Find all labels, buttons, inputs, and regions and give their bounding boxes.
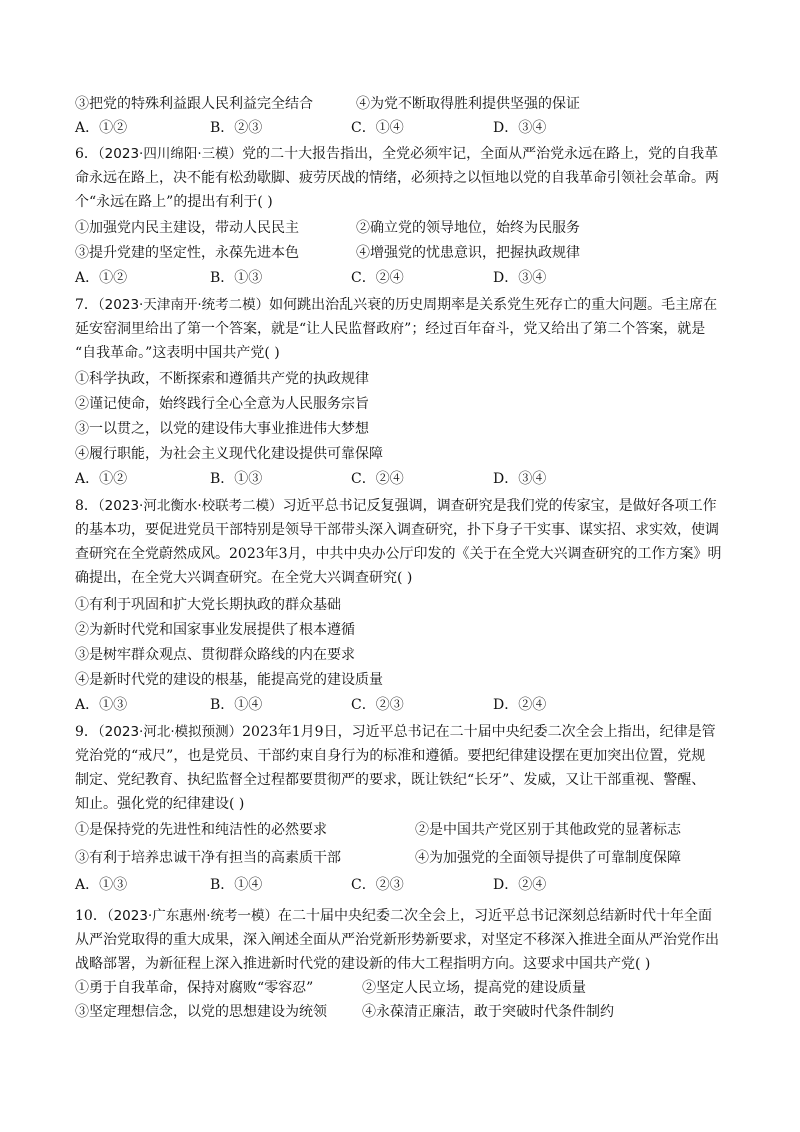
q10-stem-line-1 xyxy=(75,904,712,928)
q8-stem-line-3: 查研究在全党蔚然成风。2023年3月，中共中央办公厅印发的《关于在全党大兴调查研究的工作方案》明 xyxy=(75,546,722,562)
q7-stem-line-3: “自我革命。”这表明中国共产党( ) xyxy=(75,345,280,361)
q8-option-b[interactable]: B．①④ xyxy=(210,697,263,713)
q9-stem-line-1 xyxy=(75,720,716,744)
q5-statement-4: ④为党不断取得胜利提供坚强的保证 xyxy=(356,96,580,112)
q9-statement-3: ③有利于培养忠诚干净有担当的高素质干部 xyxy=(75,850,341,866)
q9-option-b[interactable]: B．①④ xyxy=(210,877,263,893)
q5-statements-row xyxy=(75,92,580,116)
q6-option-d[interactable]: D．③④ xyxy=(493,270,547,286)
q5-statement-3: ③把党的特殊利益跟人民利益完全结合 xyxy=(75,96,313,112)
question-number: 10． xyxy=(75,908,107,924)
q8-statement-1: ①有利于巩固和扩大党长期执政的群众基础 xyxy=(75,597,341,613)
q8-statement-3: ③是树牢群众观点、贯彻群众路线的内在要求 xyxy=(75,647,355,663)
q7-stem-line-1 xyxy=(75,293,717,317)
question-source: （2023·四川绵阳·三模） xyxy=(97,146,243,162)
q8-option-c[interactable]: C．②③ xyxy=(351,697,404,713)
q6-statement-4: ④增强党的忧患意识，把握执政规律 xyxy=(356,245,580,261)
q6-stem-line-3: 个“永远在路上”的提出有利于( ) xyxy=(75,194,273,210)
q6-option-b[interactable]: B．①③ xyxy=(210,270,263,286)
q7-statement-2: ②谨记使命，始终践行全心全意为人民服务宗旨 xyxy=(75,396,369,412)
q8-stem-line-1 xyxy=(75,494,717,518)
q9-stem-line-2: 党治党的“戒尺”，也是党员、干部约束自身行为的标准和遵循。要把纪律建设摆在更加突出位置，党规 xyxy=(75,748,706,764)
q8-option-a[interactable]: A．①③ xyxy=(75,697,128,713)
q5-option-c[interactable]: C．①④ xyxy=(351,120,404,136)
q7-option-a[interactable]: A．①② xyxy=(75,471,128,487)
q7-statement-4: ④履行职能，为社会主义现代化建设提供可靠保障 xyxy=(75,446,383,462)
q6-stem-line-1 xyxy=(75,142,718,166)
q7-option-b[interactable]: B．①③ xyxy=(210,471,263,487)
q5-option-b[interactable]: B．②③ xyxy=(210,120,263,136)
q8-stem-line-4: 确提出，在全党大兴调查研究。在全党大兴调查研究( ) xyxy=(75,570,413,586)
question-number: 9． xyxy=(75,724,98,740)
q7-stem-line-2: 延安窑洞里给出了第一个答案，就是“让人民监督政府”；经过百年奋斗，党又给出了第二个答案，就是 xyxy=(75,321,706,337)
q9-stem-line-4: 知止。强化党的纪律建设( ) xyxy=(75,796,245,812)
q9-stem-line-3: 制定、党纪教育、执纪监督全过程都要贯彻严的要求，既让铁纪“长牙”、发威，又让干部重视、警醒、 xyxy=(75,772,706,788)
q6-statement-1: ①加强党内民主建设，带动人民民主 xyxy=(75,220,299,236)
q5-option-a[interactable]: A．①② xyxy=(75,120,128,136)
question-stem: 党的二十大报告指出，全党必须牢记，全面从严治党永远在路上，党的自我革 xyxy=(242,146,719,162)
q10-stem-line-2: 从严治党取得的重大成果，深入阐述全面从严治党新形势新要求，对坚定不移深入推进全面从严治党作出 xyxy=(75,932,719,948)
q8-statement-4: ④是新时代党的建设的根基，能提高党的建设质量 xyxy=(75,672,383,688)
q9-option-c[interactable]: C．②③ xyxy=(351,877,404,893)
q8-statement-2: ②为新时代党和国家事业发展提供了根本遵循 xyxy=(75,622,355,638)
q9-statement-4: ④为加强党的全面领导提供了可靠制度保障 xyxy=(415,850,681,866)
question-number: 8． xyxy=(75,498,98,514)
question-stem: 2023年1月9日，习近平总书记在二十届中央纪委二次全会上指出，纪律是管 xyxy=(242,724,716,740)
question-stem: 如何跳出治乱兴衰的历史周期率是关系党生死存亡的重大问题。毛主席在 xyxy=(269,297,718,313)
question-source: （2023·天津南开·统考二模） xyxy=(97,297,270,313)
q9-option-a[interactable]: A．①③ xyxy=(75,877,128,893)
q6-statement-2: ②确立党的领导地位，始终为民服务 xyxy=(356,220,580,236)
q9-statement-1: ①是保持党的先进性和纯洁性的必然要求 xyxy=(75,822,327,838)
question-number: 7． xyxy=(75,297,98,313)
question-source: （2023·广东惠州·统考一模） xyxy=(106,908,279,924)
q6-statement-3: ③提升党建的坚定性，永葆先进本色 xyxy=(75,245,299,261)
q10-statement-1: ①勇于自我革命，保持对腐败“零容忍” xyxy=(75,980,314,996)
q10-stem-line-3: 战略部署，为新征程上深入推进新时代党的建设新的伟大工程指明方向。这要求中国共产党( ) xyxy=(75,956,651,972)
q10-statement-3: ③坚定理想信念，以党的思想建设为统领 xyxy=(75,1004,327,1020)
question-source: （2023·河北·模拟预测） xyxy=(97,724,243,740)
q10-statement-2: ②坚定人民立场，提高党的建设质量 xyxy=(362,980,586,996)
q10-statement-4: ④永葆清正廉洁，敢于突破时代条件制约 xyxy=(362,1004,614,1020)
q5-option-d[interactable]: D．③④ xyxy=(493,120,547,136)
q9-statement-2: ②是中国共产党区别于其他政党的显著标志 xyxy=(415,822,681,838)
question-number: 6． xyxy=(75,146,98,162)
q7-statement-1: ①科学执政，不断探索和遵循共产党的执政规律 xyxy=(75,371,369,387)
q8-option-d[interactable]: D．②④ xyxy=(493,697,547,713)
q7-option-c[interactable]: C．②④ xyxy=(351,471,404,487)
q6-stem-line-2: 命永远在路上，决不能有松劲歇脚、疲劳厌战的情绪，必须持之以恒地以党的自我革命引领社会革命。两 xyxy=(75,170,719,186)
question-stem: 习近平总书记反复强调，调查研究是我们党的传家宝，是做好各项工作 xyxy=(282,498,717,514)
q8-stem-line-2: 的基本功，要促进党员干部特别是领导干部带头深入调查研究，扑下身子干实事、谋实招、求实效，使调 xyxy=(75,522,719,538)
q7-option-d[interactable]: D．③④ xyxy=(493,471,547,487)
question-stem: 在二十届中央纪委二次全会上，习近平总书记深刻总结新时代十年全面 xyxy=(278,908,713,924)
q7-statement-3: ③一以贯之，以党的建设伟大事业推进伟大梦想 xyxy=(75,421,369,437)
q6-option-c[interactable]: C．②④ xyxy=(351,270,404,286)
q6-option-a[interactable]: A．①② xyxy=(75,270,128,286)
question-source: （2023·河北衡水·校联考二模） xyxy=(97,498,283,514)
q9-option-d[interactable]: D．②④ xyxy=(493,877,547,893)
